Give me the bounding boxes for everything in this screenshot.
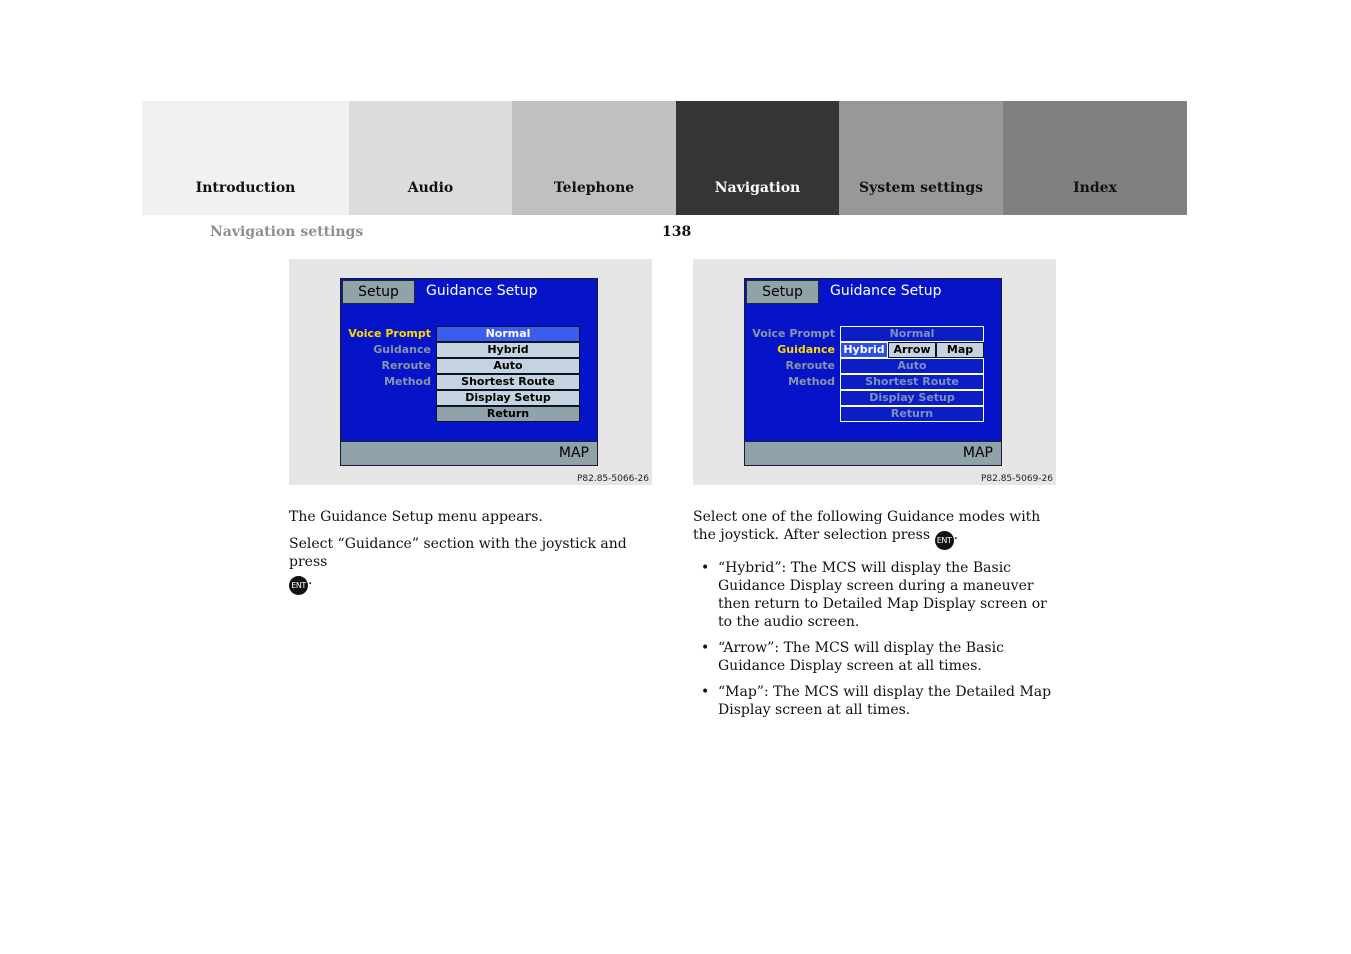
figure-guidance-setup-menu bbox=[289, 259, 652, 485]
menu-labels bbox=[749, 326, 835, 390]
screen-title: Guidance Setup bbox=[426, 283, 538, 299]
instruction-text: Select one of the following Guidance modes with the joystick. After selection press bbox=[693, 509, 1041, 543]
figure-code: P82.85-5066-26 bbox=[576, 474, 649, 484]
option-hybrid[interactable]: Hybrid bbox=[436, 342, 580, 358]
ent-button-icon: ENT bbox=[935, 531, 954, 550]
option-return[interactable]: Return bbox=[436, 406, 580, 422]
ent-button-icon: ENT bbox=[289, 576, 308, 595]
tab-introduction[interactable] bbox=[142, 101, 349, 215]
mode-map[interactable]: Map bbox=[936, 342, 984, 358]
sentence-end: . bbox=[308, 572, 313, 588]
option-return[interactable]: Return bbox=[840, 406, 984, 422]
guidance-mode-list bbox=[693, 559, 1063, 719]
list-item: • “Map”: The MCS will display the Detailed Map Display screen at all times. bbox=[693, 683, 1063, 719]
label-guidance: Guidance bbox=[373, 343, 431, 356]
tab-navigation[interactable] bbox=[676, 101, 839, 215]
setup-button[interactable]: Setup bbox=[342, 280, 415, 304]
right-text-column bbox=[693, 508, 1063, 727]
map-button[interactable]: MAP bbox=[962, 445, 993, 461]
list-item: • “Arrow”: The MCS will display the Basic Guidance Display screen at all times. bbox=[693, 639, 1063, 675]
label-guidance: Guidance bbox=[777, 343, 835, 356]
guidance-mode-row bbox=[840, 342, 984, 358]
instruction-paragraph: The Guidance Setup menu appears. bbox=[289, 509, 543, 525]
setup-button[interactable]: Setup bbox=[746, 280, 819, 304]
option-auto[interactable]: Auto bbox=[436, 358, 580, 374]
figure-guidance-modes bbox=[693, 259, 1056, 485]
option-display-setup[interactable]: Display Setup bbox=[840, 390, 984, 406]
label-voice-prompt: Voice Prompt bbox=[752, 327, 835, 340]
option-display-setup[interactable]: Display Setup bbox=[436, 390, 580, 406]
label-method: Method bbox=[384, 375, 431, 388]
left-text-column bbox=[289, 508, 649, 604]
screen-bottom-bar bbox=[341, 441, 597, 465]
tab-label: Telephone bbox=[553, 180, 635, 196]
option-auto[interactable]: Auto bbox=[840, 358, 984, 374]
option-normal[interactable]: Normal bbox=[436, 326, 580, 342]
tab-label: System settings bbox=[858, 180, 984, 196]
mode-hybrid[interactable]: Hybrid bbox=[840, 342, 888, 358]
tab-audio[interactable] bbox=[349, 101, 512, 215]
label-voice-prompt: Voice Prompt bbox=[348, 327, 431, 340]
label-reroute: Reroute bbox=[381, 359, 431, 372]
map-button[interactable]: MAP bbox=[558, 445, 589, 461]
option-normal[interactable]: Normal bbox=[840, 326, 984, 342]
option-shortest-route[interactable]: Shortest Route bbox=[436, 374, 580, 390]
figure-code: P82.85-5069-26 bbox=[980, 474, 1053, 484]
menu-labels bbox=[345, 326, 431, 390]
tab-telephone[interactable] bbox=[512, 101, 676, 215]
tab-label: Audio bbox=[407, 180, 454, 196]
page-number: 138 bbox=[662, 224, 692, 240]
menu-options bbox=[840, 326, 984, 422]
option-shortest-route[interactable]: Shortest Route bbox=[840, 374, 984, 390]
instruction-paragraph bbox=[289, 535, 649, 595]
sentence-end: . bbox=[953, 527, 958, 543]
tab-index[interactable] bbox=[1003, 101, 1187, 215]
list-item: • “Hybrid”: The MCS will display the Basic Guidance Display screen during a maneuver then return to Detailed Map Display screen or to the audio screen. bbox=[693, 559, 1063, 631]
label-method: Method bbox=[788, 375, 835, 388]
menu-options bbox=[436, 326, 580, 422]
instruction-text: Select “Guidance” section with the joystick and press bbox=[289, 536, 627, 570]
tab-label: Navigation bbox=[714, 180, 801, 196]
screen-bottom-bar bbox=[745, 441, 1001, 465]
tab-label: Index bbox=[1073, 180, 1117, 196]
nav-screen bbox=[340, 278, 598, 466]
screen-title: Guidance Setup bbox=[830, 283, 942, 299]
section-title: Navigation settings bbox=[210, 224, 364, 240]
tab-system-settings[interactable] bbox=[839, 101, 1003, 215]
mode-arrow[interactable]: Arrow bbox=[888, 342, 936, 358]
tab-label: Introduction bbox=[195, 180, 296, 196]
nav-screen bbox=[744, 278, 1002, 466]
label-reroute: Reroute bbox=[785, 359, 835, 372]
chapter-tabs bbox=[142, 101, 1187, 215]
instruction-paragraph bbox=[693, 508, 1063, 550]
